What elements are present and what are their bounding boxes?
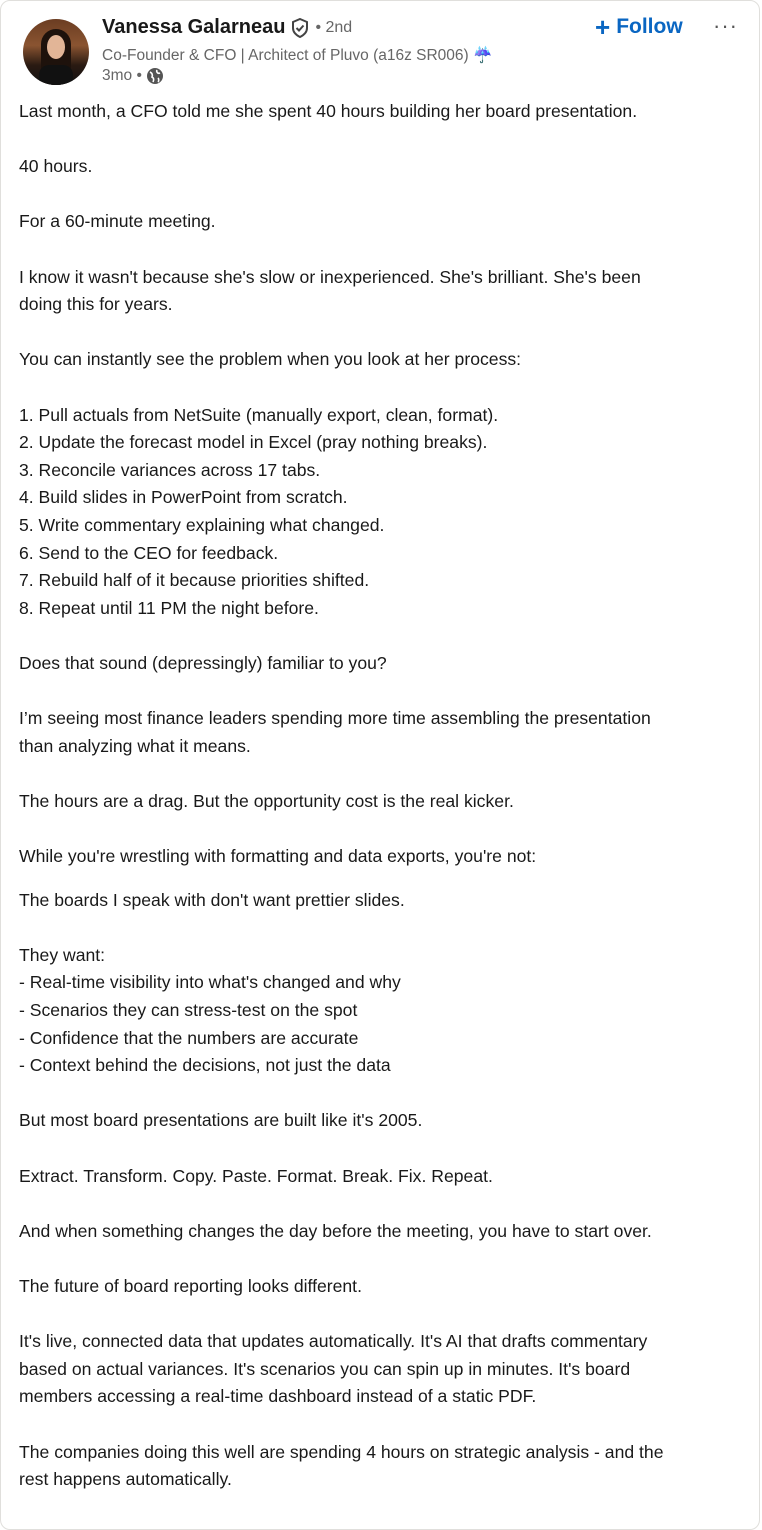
post-time: 3mo •: [102, 67, 142, 84]
paragraph-line: 7. Rebuild half of it because priorities shifted.: [19, 570, 370, 591]
avatar-body: [39, 65, 73, 85]
paragraph-line: 2. Update the forecast model in Excel (pray nothing breaks).: [19, 432, 488, 453]
paragraph-line: - Context behind the decisions, not just the data: [19, 1055, 391, 1076]
post-paragraph: [19, 98, 739, 126]
paragraph-line: 3. Reconcile variances across 17 tabs.: [19, 459, 321, 480]
paragraph-line: based on actual variances. It's scenarios you can spin up in minutes. It's board: [19, 1358, 631, 1379]
paragraph-line: Does that sound (depressingly) familiar to you?: [19, 652, 387, 673]
paragraph-line: - Scenarios they can stress-test on the spot: [19, 1000, 358, 1020]
paragraph-line: You can instantly see the problem when you look at her process:: [19, 349, 522, 370]
paragraph-line: I’m seeing most finance leaders spending more time assembling the presentation: [19, 708, 651, 729]
paragraph-line: The boards I speak with don't want prettier slides.: [19, 889, 405, 910]
verified-shield-icon: [291, 18, 309, 38]
paragraph-line: But most board presentations are built like it's 2005.: [19, 1110, 423, 1131]
post-paragraph: [19, 153, 739, 181]
post-meta: [102, 67, 164, 85]
paragraph-line: 8. Repeat until 11 PM the night before.: [19, 597, 319, 618]
post-paragraph: [19, 1163, 739, 1191]
globe-icon: [146, 67, 164, 85]
paragraph-line: The future of board reporting looks different.: [19, 1275, 362, 1296]
more-options-button[interactable]: ···: [713, 13, 738, 38]
follow-label: Follow: [616, 15, 683, 38]
post-paragraph: [19, 1107, 739, 1135]
paragraph-line: - Real-time visibility into what's changed and why: [19, 972, 401, 993]
post-paragraph: [19, 1218, 739, 1246]
post-paragraph: [19, 942, 739, 1080]
paragraph-line: 40 hours.: [19, 156, 93, 177]
author-avatar[interactable]: [23, 19, 89, 85]
post-paragraph: [19, 1439, 739, 1494]
author-name[interactable]: Vanessa Galarneau: [102, 16, 286, 38]
post-paragraph: [19, 650, 739, 678]
paragraph-line: 4. Build slides in PowerPoint from scratch.: [19, 487, 348, 508]
paragraph-line: Last month, a CFO told me she spent 40 hours building her board presentation.: [19, 101, 638, 121]
paragraph-line: They want:: [19, 944, 106, 965]
paragraph-line: rest happens automatically.: [19, 1469, 232, 1490]
post-paragraph: [19, 264, 739, 319]
plus-icon: +: [595, 12, 611, 42]
paragraph-line: While you're wrestling with formatting and data exports, you're not:: [19, 846, 537, 867]
paragraph-line: 1. Pull actuals from NetSuite (manually export, clean, format).: [19, 404, 499, 425]
post-paragraph: [19, 1328, 739, 1411]
paragraph-line: 6. Send to the CEO for feedback.: [19, 542, 279, 563]
author-name-row: [102, 16, 352, 39]
post-paragraph: [19, 887, 739, 915]
paragraph-line: For a 60-minute meeting.: [19, 211, 216, 232]
post-paragraph: [19, 843, 739, 871]
avatar-face: [47, 35, 65, 59]
paragraph-line: The hours are a drag. But the opportunity cost is the real kicker.: [19, 790, 514, 811]
paragraph-line: 5. Write commentary explaining what changed.: [19, 514, 385, 535]
post-paragraph: [19, 705, 739, 760]
paragraph-line: than analyzing what it means.: [19, 735, 251, 756]
post-paragraph: [19, 1273, 739, 1301]
connection-degree: • 2nd: [315, 18, 353, 36]
paragraph-line: The companies doing this well are spending 4 hours on strategic analysis - and the: [19, 1441, 664, 1462]
paragraph-line: - Confidence that the numbers are accurate: [19, 1027, 359, 1048]
paragraph-line: doing this for years.: [19, 294, 173, 315]
post-paragraph: [19, 346, 739, 374]
author-headline: Co-Founder & CFO | Architect of Pluvo (a16z SR006) ☔: [102, 47, 493, 64]
post-body: [19, 98, 739, 1521]
paragraph-line: It's live, connected data that updates automatically. It's AI that drafts commentary: [19, 1331, 648, 1352]
post-paragraph: [19, 788, 739, 816]
paragraph-line: members accessing a real-time dashboard instead of a static PDF.: [19, 1386, 537, 1407]
follow-button[interactable]: [595, 14, 683, 40]
paragraph-line: I know it wasn't because she's slow or inexperienced. She's brilliant. She's been: [19, 266, 641, 287]
paragraph-line: And when something changes the day before the meeting, you have to start over.: [19, 1220, 652, 1241]
paragraph-line: Extract. Transform. Copy. Paste. Format. Break. Fix. Repeat.: [19, 1165, 493, 1186]
post-paragraph: [19, 402, 739, 623]
post-paragraph: [19, 208, 739, 236]
